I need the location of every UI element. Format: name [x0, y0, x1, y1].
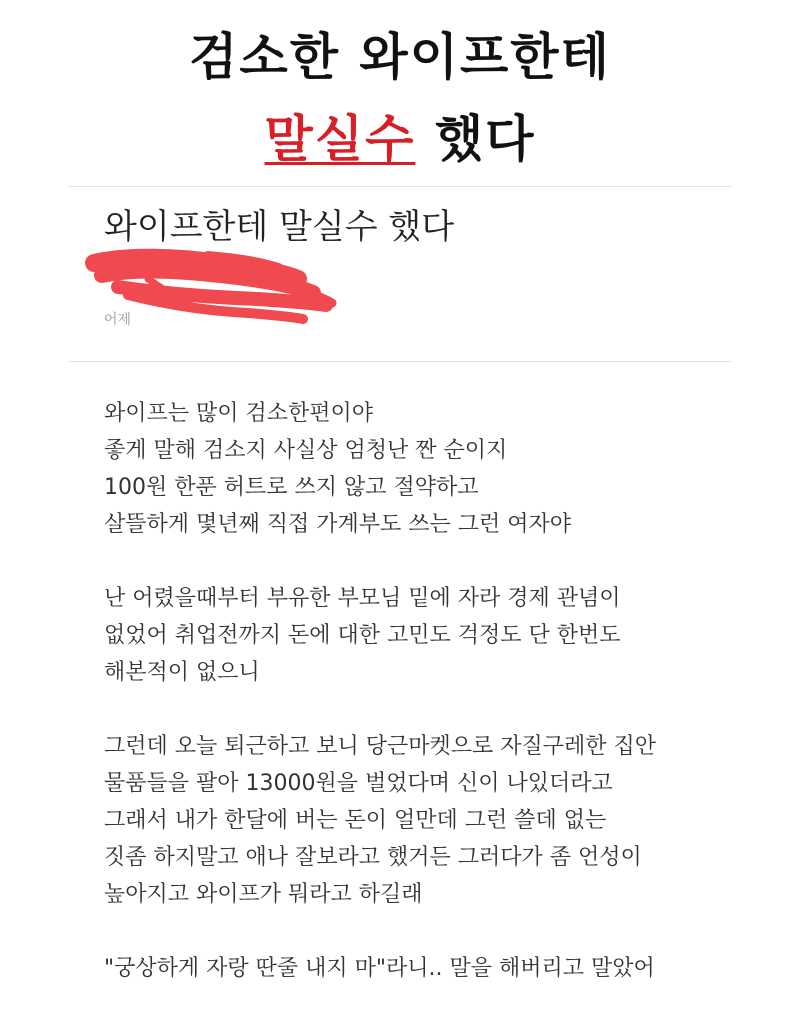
headline-line-2-rest: 했다 — [415, 110, 536, 168]
post-line: "궁상하게 자랑 딴줄 내지 마"라니.. 말을 해버리고 말았어 — [104, 956, 655, 981]
divider — [68, 361, 732, 362]
post-date: 어제 — [104, 312, 132, 328]
post-line: 높아지고 와이프가 뭐라고 하길래 — [104, 882, 423, 907]
post-line: 좋게 말해 검소지 사실상 엄청난 짠 순이지 — [104, 438, 508, 463]
post-line: 그래서 내가 한달에 버는 돈이 얼만데 그런 쓸데 없는 — [104, 808, 607, 833]
post-line: 와이프는 많이 검소한편이야 — [104, 401, 374, 426]
headline-line-1-text: 검소한 와이프한테 — [189, 28, 611, 86]
post-line: 없었어 취업전까지 돈에 대한 고민도 걱정도 단 한번도 — [104, 623, 621, 648]
post-paragraph — [104, 950, 704, 987]
post-line: 해본적이 없으니 — [104, 660, 260, 685]
post-body — [104, 395, 704, 1024]
post-paragraph — [104, 728, 704, 913]
post-card — [68, 186, 732, 981]
headline-accent-text: 말실수 — [264, 110, 416, 168]
post-title: 와이프한테 말실수 했다 — [104, 207, 455, 247]
post-paragraph — [104, 395, 704, 543]
post-line: 살뜰하게 몇년째 직접 가계부도 쓰는 그런 여자야 — [104, 512, 572, 537]
post-line: 짓좀 하지말고 애나 잘보라고 했거든 그러다가 좀 언성이 — [104, 845, 642, 870]
headline-line-1 — [0, 22, 800, 92]
post-line: 100원 한푼 허트로 쓰지 않고 절약하고 — [104, 475, 479, 500]
post-line: 물품들을 팔아 13000원을 벌었다며 신이 나있더라고 — [104, 771, 613, 796]
post-line: 그런데 오늘 퇴근하고 보니 당근마켓으로 자질구레한 집안 — [104, 734, 657, 759]
post-paragraph — [104, 580, 704, 691]
post-line: 난 어렸을때부터 부유한 부모님 밑에 자라 경제 관념이 — [104, 586, 621, 611]
headline-line-2 — [0, 104, 800, 174]
